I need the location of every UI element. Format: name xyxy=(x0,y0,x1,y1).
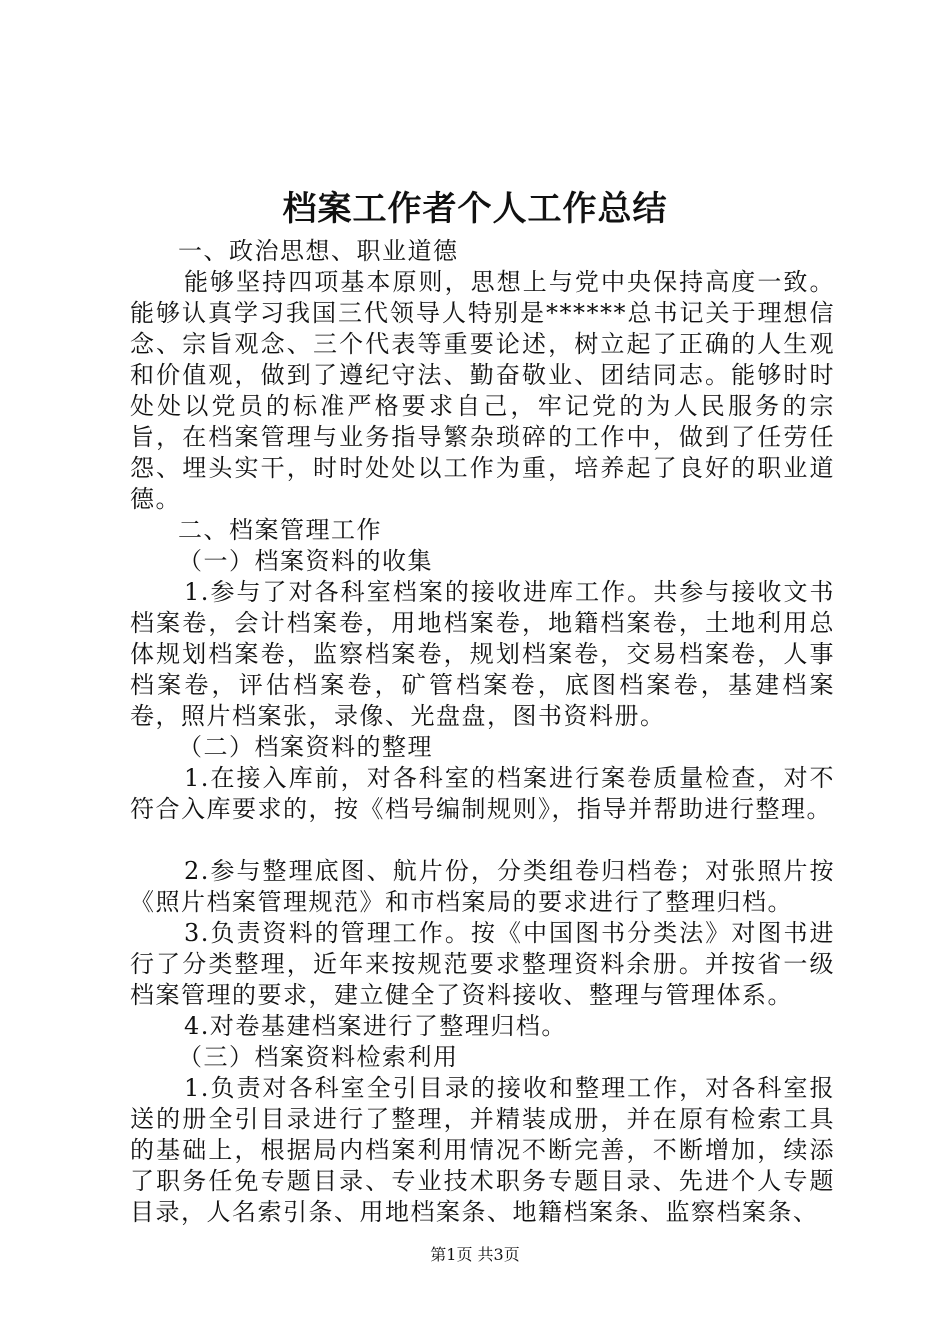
subsection-heading: （二）档案资料的整理 xyxy=(178,733,433,761)
subsection-heading: （三）档案资料检索利用 xyxy=(178,1043,459,1071)
paragraph: 能够坚持四项基本原则，思想上与党中央保持高度一致。能够认真学习我国三代领导人特别是******总书记关于理想信念、宗旨观念、三个代表等重要论述，树立起了正确的人生观和价值观，做到了遵纪守法、勤奋敬业、团结同志。能够时时处处以党员的标准严格要求自己，牢记党的为人民服务的宗旨，在档案管理与业务指导繁杂琐碎的工作中，做到了任劳任怨、埋头实干，时时处处以工作为重，培养起了良好的职业道德。 xyxy=(130,268,835,513)
page-footer: 第1页 共3页 xyxy=(430,1245,520,1264)
blank-line xyxy=(130,825,835,856)
subsection-heading: （一）档案资料的收集 xyxy=(178,547,433,575)
paragraph: 3.负责资料的管理工作。按《中国图书分类法》对图书进行了分类整理，近年来按规范要求整理资料余册。并按省一级档案管理的要求，建立健全了资料接收、整理与管理体系。 xyxy=(130,919,835,1009)
paragraph: 1.参与了对各科室档案的接收进库工作。共参与接收文书档案卷，会计档案卷，用地档案卷，地籍档案卷，土地利用总体规划档案卷，监察档案卷，规划档案卷，交易档案卷，人事档案卷，评估档案卷，矿管档案卷，底图档案卷，基建档案卷，照片档案张，录像、光盘盘，图书资料册。 xyxy=(130,578,835,730)
section-heading: 二、档案管理工作 xyxy=(178,516,382,544)
section-heading: 一、政治思想、职业道德 xyxy=(178,237,459,265)
paragraph: 4.对卷基建档案进行了整理归档。 xyxy=(184,1012,567,1040)
page-title: 档案工作者个人工作总结 xyxy=(282,189,668,229)
document-body xyxy=(130,236,835,1228)
paragraph: 2.参与整理底图、航片份，分类组卷归档卷；对张照片按《照片档案管理规范》和市档案局的要求进行了整理归档。 xyxy=(130,857,835,916)
paragraph: 1.在接入库前，对各科室的档案进行案卷质量检查，对不符合入库要求的，按《档号编制规则》，指导并帮助进行整理。 xyxy=(130,764,835,823)
paragraph: 1.负责对各科室全引目录的接收和整理工作，对各科室报送的册全引目录进行了整理，并精装成册，并在原有检索工具的基础上，根据局内档案利用情况不断完善，不断增加，续添了职务任免专题目录、专业技术职务专题目录、先进个人专题目录，人名索引条、用地档案条、地籍档案条、监察档案条、 xyxy=(130,1074,835,1226)
